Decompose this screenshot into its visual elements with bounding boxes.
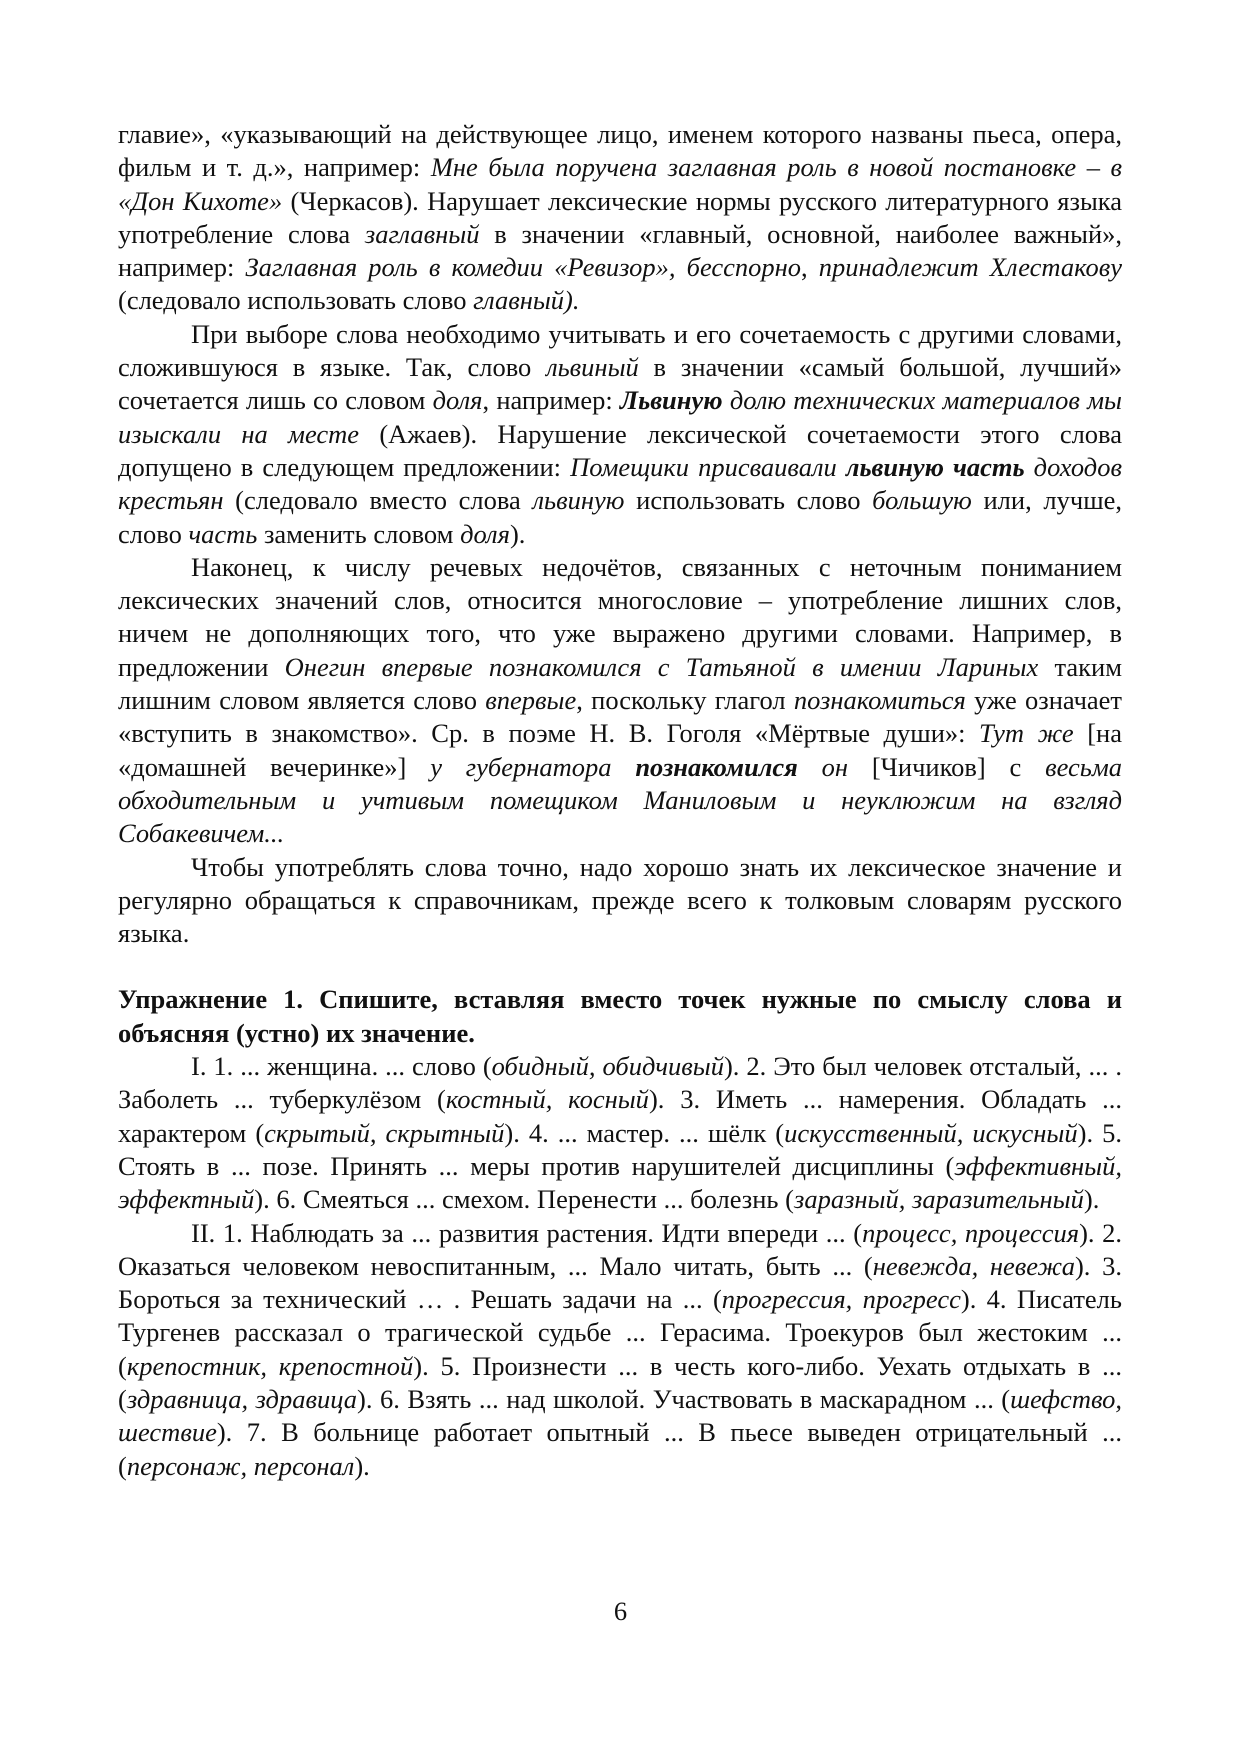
text-run: ). (1083, 1184, 1100, 1215)
text-run: II. 1. Наблюдать за ... развития растения. Идти впереди ... ( (191, 1217, 863, 1248)
text-run: ). 4. ... мастер. ... шёлк ( (504, 1117, 785, 1148)
text-run: [Чичиков] с (848, 751, 1046, 782)
italic-run: искусственный, искусный (784, 1117, 1078, 1148)
text-run: ). 3. Иметь ... намерения. Обладать ... характером ( (118, 1084, 1123, 1148)
text-run: (следовало использовать слово (118, 285, 474, 316)
italic-run: заразный, заразительный (793, 1184, 1084, 1215)
italic-run: впервые (485, 685, 577, 716)
text-run: Чтобы употреблять слова точно, надо хорошо знать их лексическое значение и регулярно обращаться к справочникам, прежде всего к толковым словарям русского языка. (118, 851, 1122, 949)
paragraph (118, 1050, 1122, 1216)
text-run: таким лишним словом является слово (118, 651, 1122, 716)
italic-run: заглавный (364, 218, 480, 249)
italic-run: персонаж, персонал (126, 1450, 355, 1481)
text-run: , поскольку глагол (576, 685, 794, 716)
text-run: ). 2. Это был человек отсталый, ... . Заболеть ... туберкулёзом ( (118, 1051, 1122, 1115)
italic-run: доля (460, 518, 510, 549)
text-run: (следовало вместо слова (223, 485, 533, 516)
italic-run: Тут же (979, 718, 1074, 749)
text-run: ). (354, 1450, 370, 1481)
text-run: ). (509, 518, 526, 549)
text-run: заменить словом (257, 518, 461, 549)
italic-run: долю технических материалов мы изыскали на месте (118, 385, 1122, 449)
bold-run: познакомился (635, 751, 798, 782)
text-run: ). 7. В больнице работает опытный ... В пьесе выведен отрицательный ... ( (118, 1417, 1122, 1481)
text-run: (Ажаев). Нарушение лексической сочетаемости этого слова допущено в следующем предложении: (118, 418, 1122, 482)
italic-run: большую (872, 485, 972, 516)
text-run: главие», «указывающий на действующее лицо, именем которого названы пьеса, опера, фильм и т. д.», например: (118, 119, 1122, 183)
italic-run: весьма обходительным и учтивым помещиком Маниловым и неуклюжим на взгляд Собакевичем... (118, 751, 1122, 849)
text-run: использовать слово (624, 485, 873, 516)
italic-run: костный, косный (445, 1084, 649, 1115)
bold-run: Упражнение 1. Спишите, вставляя вместо точек нужные по смыслу слова и объясняя (устно) их значение. (118, 984, 1122, 1048)
paragraph (118, 118, 1122, 318)
italic-run: принадлежит Хлестакову (818, 252, 1122, 283)
text-run: (Черкасов). Нарушает лексические нормы русского литературного языка употребление слова (118, 185, 1123, 249)
paragraph (118, 318, 1122, 551)
page-number: 6 (613, 1596, 628, 1626)
italic-run: эффективный, эффектный (118, 1150, 1122, 1215)
paragraph (118, 551, 1122, 851)
text-run: I. 1. ... женщина. ... слово ( (191, 1051, 492, 1082)
italic-run: здравница, здравица (126, 1383, 358, 1414)
text-run: ). 3. Бороться за технический … . Решать задачи на ... ( (118, 1250, 1122, 1315)
section-spacer (118, 950, 1122, 983)
italic-run: Помещики присваивали (570, 451, 846, 482)
text-run: , например: (482, 385, 620, 416)
paragraph (118, 1217, 1122, 1483)
italic-run: процесс, процессия (862, 1217, 1080, 1248)
italic-run: обидный, обидчивый (491, 1051, 724, 1082)
bold-run: Львиную (619, 385, 723, 416)
italic-run: Мне была поручена заглавная роль в новой постановке – в «Дон Кихоте» (118, 152, 1122, 216)
text-run: , (801, 252, 819, 283)
text-run: [на «домашней вечеринке»] (118, 718, 1122, 782)
italic-run: главный). (473, 285, 580, 316)
italic-run: крепостник, крепостной (126, 1350, 414, 1381)
italic-run: у губернатора (430, 751, 636, 782)
italic-run: львиную (532, 485, 625, 516)
italic-run: прогрессия, прогресс (721, 1284, 961, 1315)
italic-run: скрытый, скрытный (264, 1117, 505, 1148)
paragraph (118, 851, 1122, 951)
italic-run: Заглавная роль в комедии «Ревизор», бесспорно (245, 252, 802, 283)
bold-run: львиную часть (845, 451, 1025, 482)
italic-run: невежда, невежа (872, 1250, 1075, 1281)
text-run: Наконец, к числу речевых недочётов, связанных с неточным пониманием лексических значений слов, относится многословие – употребление лишних слов, ничем не дополняющих того, что уже выражено другими словами. Например, в предложении (118, 551, 1122, 682)
text-run: ). 2. Оказаться человеком невоспитанным, ... Мало читать, быть ... ( (118, 1217, 1122, 1281)
italic-run: львиный (546, 352, 639, 383)
text-run: При выборе слова необходимо учитывать и его сочетаемость с другими словами, сложившуюся в языке. Так, слово (118, 318, 1122, 383)
italic-run: доля (432, 385, 483, 416)
body-text (118, 118, 1122, 1483)
text-run: ). 5. Произнести ... в честь кого-либо. Уехать отдыхать в ... ( (118, 1350, 1122, 1414)
italic-run: познакомиться (793, 685, 966, 716)
italic-run: часть (188, 518, 258, 549)
italic-run: доходов крестьян (118, 451, 1122, 516)
exercise-heading (118, 983, 1122, 1050)
text-run: ). 5. Стоять в ... позе. Принять ... меры против нарушителей дисциплины ( (118, 1117, 1123, 1181)
text-run: или, лучше, слово (118, 485, 1123, 549)
text-run: в значении «главный, основной, наиболее важный», например: (118, 218, 1122, 283)
text-run: в значении «самый большой, лучший» сочетается лишь со словом (118, 352, 1122, 416)
text-run: ). 6. Взять ... над школой. Участвовать в маскарадном ... ( (357, 1383, 1011, 1414)
italic-run: он (797, 751, 849, 782)
text-run: ). 4. Писатель Тургенев рассказал о трагической судьбе ... Герасима. Троекуров был жестоким ... ( (118, 1284, 1122, 1381)
italic-run: Онегин впервые познакомился с Татьяной в имении Лариных (284, 651, 1039, 682)
italic-run: шефство, шествие (118, 1383, 1122, 1448)
text-run: ). 6. Смеяться ... смехом. Перенести ... болезнь ( (254, 1184, 794, 1215)
text-run: уже означает «вступить в знакомство». Ср. в поэме Н. В. Гоголя «Мёртвые души»: (118, 685, 1123, 749)
